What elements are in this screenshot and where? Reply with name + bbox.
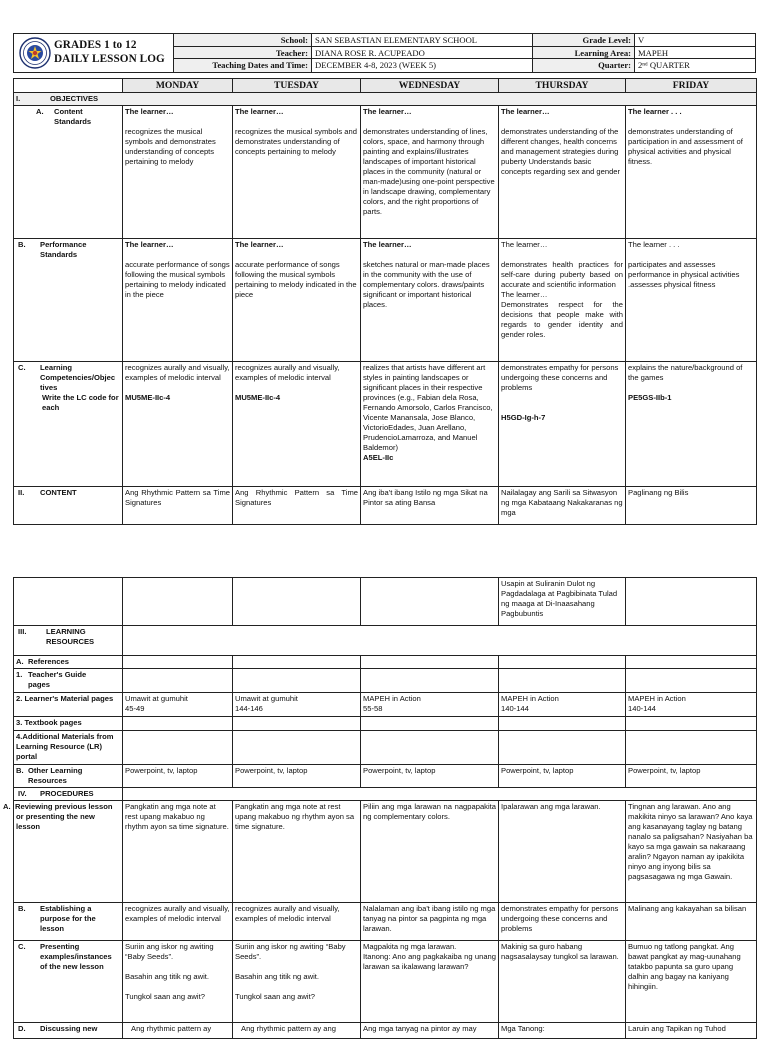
header-row-dates <box>174 59 755 72</box>
purpose-tuesday: recognizes aurally and visually, examples of melodic interval <box>233 903 361 941</box>
reviewing-friday: Tingnan ang larawan. Ano ang makikita ninyo sa larawan? Ano kaya ang kasanayang taglay ng batang nanalo sa paligsahan? Nasiyahan ba kayo sa mga gawain sa nakaraang aralin? Ngayon naman ay ipakikita ninyo ang inyong bilis sa pagsasagawa ng mga Gawain. <box>626 801 757 903</box>
content-thursday: Nailalagay ang Sarili sa Sitwasyon ng mga Kabataang Nakakaranas ng mga <box>499 487 626 525</box>
content-friday: Paglinang ng Bilis <box>626 487 757 525</box>
purpose-thursday: demonstrates empathy for persons undergoing these concerns and problems <box>499 903 626 941</box>
discussing-label: D. Discussing new <box>14 1023 123 1039</box>
purpose-monday: recognizes aurally and visually, examples of melodic interval <box>123 903 233 941</box>
dates-label: Teaching Dates and Time: <box>174 59 312 72</box>
textbook-row <box>14 717 757 731</box>
learners-material-label: 2. Learner's Material pages <box>14 693 123 717</box>
content-standards-row <box>14 106 757 239</box>
lesson-table-page-1 <box>13 78 757 525</box>
content-tuesday: Ang Rhythmic Pattern sa Time Signatures <box>233 487 361 525</box>
learning-resources-row <box>14 626 757 656</box>
header-row-teacher <box>174 47 755 60</box>
reviewing-thursday: Ipalarawan ang mga larawan. <box>499 801 626 903</box>
purpose-label: B. Establishing a purpose for the lesson <box>14 903 123 941</box>
competencies-tuesday: recognizes aurally and visually, examples of melodic interval MU5ME-IIc-4 <box>233 362 361 487</box>
teacher-value: DIANA ROSE R. ACUPEADO <box>312 47 533 59</box>
purpose-row <box>14 903 757 941</box>
presenting-monday: Suriin ang iskor ng awiting “Baby Seeds”. Basahin ang titik ng awit. Tungkol saan ang awit? <box>123 941 233 1023</box>
discussing-monday: Ang rhythmic pattern ay <box>123 1023 233 1039</box>
presenting-row <box>14 941 757 1023</box>
performance-standards-friday: The learner . . . participates and assesses performance in physical activities .assesses physical fitness <box>626 239 757 362</box>
area-value: MAPEH <box>635 47 755 59</box>
deped-seal-icon <box>19 37 51 69</box>
learning-competencies-label: C. Learning Competencies/Objec tives Write the LC code for each <box>14 362 123 487</box>
header-block <box>13 33 756 73</box>
performance-standards-row <box>14 239 757 362</box>
performance-standards-thursday: The learner… demonstrates health practices for self-care during puberty based on accurate and scientific information The learner… Demonstrates respect for the decisions that people make with regards to gender identity and gender roles. <box>499 239 626 362</box>
performance-standards-label: B. Performance Standards <box>14 239 123 362</box>
content-standards-thursday: The learner… demonstrates understanding of the different changes, health concerns and management strategies during puberty Understands basic concepts regarding sex and gender <box>499 106 626 239</box>
content-continuation-row <box>14 578 757 626</box>
reviewing-tuesday: Pangkatin ang mga note at rest upang makabuo ng rhythm ayon sa time signature. <box>233 801 361 903</box>
other-tuesday: Powerpoint, tv, laptop <box>233 765 361 788</box>
presenting-thursday: Makinig sa guro habang nagsasalaysay tungkol sa larawan. <box>499 941 626 1023</box>
objectives-section-row <box>14 93 757 106</box>
content-monday: Ang Rhythmic Pattern sa Time Signatures <box>123 487 233 525</box>
content-row <box>14 487 757 525</box>
quarter-value: 2ⁿᵈ QUARTER <box>635 59 755 72</box>
other-resources-row <box>14 765 757 788</box>
additional-materials-label: 4.Additional Materials from Learning Resource (LR) portal <box>14 731 123 765</box>
quarter-label: Quarter: <box>533 59 635 72</box>
reviewing-label: A. Reviewing previous lesson or presenting the new lesson <box>14 801 123 903</box>
content-wednesday: Ang iba't ibang Istilo ng mga Sikat na Pintor sa ating Bansa <box>361 487 499 525</box>
reviewing-row <box>14 801 757 903</box>
grade-value: V <box>635 34 755 46</box>
competencies-monday: recognizes aurally and visually, examples of melodic interval MU5ME-IIc-4 <box>123 362 233 487</box>
title-line-2: DAILY LESSON LOG <box>54 52 165 65</box>
day-friday: FRIDAY <box>626 79 757 93</box>
procedures-section-row <box>14 788 757 801</box>
dates-value: DECEMBER 4-8, 2023 (WEEK 5) <box>312 59 533 72</box>
discussing-tuesday: Ang rhythmic pattern ay ang <box>233 1023 361 1039</box>
header-info-grid <box>174 34 755 72</box>
performance-standards-wednesday: The learner… sketches natural or man-made places in the community with the use of complementary colors. draws/paints significant or important historical places. <box>361 239 499 362</box>
lm-friday: MAPEH in Action 140-144 <box>626 693 757 717</box>
learners-material-row <box>14 693 757 717</box>
day-wednesday: WEDNESDAY <box>361 79 499 93</box>
teachers-guide-label: 1. Teacher's Guide pages <box>14 669 123 693</box>
reviewing-wednesday: Piliin ang mga larawan na nagpapakita ng complementary colors. <box>361 801 499 903</box>
content-standards-friday: The learner . . . demonstrates understanding of participation in and assessment of physical activities and physical fitness. <box>626 106 757 239</box>
school-label: School: <box>174 34 312 46</box>
reviewing-monday: Pangkatin ang mga note at rest upang makabuo ng rhythm ayon sa time signature. <box>123 801 233 903</box>
day-monday: MONDAY <box>123 79 233 93</box>
day-header-row <box>14 79 757 93</box>
purpose-wednesday: Nalalaman ang iba't ibang istilo ng mga tanyag na pintor sa pagpinta ng mga larawan. <box>361 903 499 941</box>
header-title <box>54 39 165 66</box>
content-standards-label: A. Content Standards <box>14 106 123 239</box>
purpose-friday: Malinang ang kakayahan sa bilisan <box>626 903 757 941</box>
presenting-tuesday: Suriin ang iskor ng awiting “Baby Seeds”. Basahin ang titik ng awit. Tungkol saan ang awit? <box>233 941 361 1023</box>
competencies-thursday: demonstrates empathy for persons undergoing these concerns and problems H5GD-Ig-h-7 <box>499 362 626 487</box>
presenting-wednesday: Magpakita ng mga larawan. Itanong: Ano ang pagkakaiba ng unang larawan sa ikalawang larawan? <box>361 941 499 1023</box>
discussing-row <box>14 1023 757 1039</box>
objectives-heading: I. OBJECTIVES <box>14 93 757 106</box>
references-label: A. References <box>14 656 123 669</box>
presenting-label: C. Presenting examples/instances of the new lesson <box>14 941 123 1023</box>
content-standards-monday: The learner… recognizes the musical symbols and demonstrates understanding of concepts pertaining to melody <box>123 106 233 239</box>
content-thursday-continued: Usapin at Suliranin Dulot ng Pagdadalaga at Pagbibinata Tulad ng maaga at Di-Inaasahang Pagbubuntis <box>499 578 626 626</box>
grade-label: Grade Level: <box>533 34 635 46</box>
teachers-guide-row <box>14 669 757 693</box>
textbook-label: 3. Textbook pages <box>14 717 123 731</box>
other-wednesday: Powerpoint, tv, laptop <box>361 765 499 788</box>
lm-thursday: MAPEH in Action 140-144 <box>499 693 626 717</box>
additional-materials-row <box>14 731 757 765</box>
content-standards-wednesday: The learner… demonstrates understanding of lines, colors, space, and harmony through painting and explains/illustrates landscapes of important historical places in the community (natural or man-made)using one-point perspective in landscape drawing, complementary colors, and the right proportions of parts. <box>361 106 499 239</box>
school-value: SAN SEBASTIAN ELEMENTARY SCHOOL <box>312 34 533 46</box>
references-row <box>14 656 757 669</box>
learning-resources-label: III. LEARNING RESOURCES <box>14 626 123 656</box>
competencies-friday: explains the nature/background of the games PE5GS-IIb-1 <box>626 362 757 487</box>
discussing-wednesday: Ang mga tanyag na pintor ay may <box>361 1023 499 1039</box>
header-row-school <box>174 34 755 47</box>
lesson-table-page-2 <box>3 577 757 1039</box>
other-monday: Powerpoint, tv, laptop <box>123 765 233 788</box>
day-thursday: THURSDAY <box>499 79 626 93</box>
learning-competencies-row <box>14 362 757 487</box>
other-thursday: Powerpoint, tv, laptop <box>499 765 626 788</box>
lm-tuesday: Umawit at gumuhit 144-146 <box>233 693 361 717</box>
discussing-thursday: Mga Tanong: <box>499 1023 626 1039</box>
other-friday: Powerpoint, tv, laptop <box>626 765 757 788</box>
title-line-1: GRADES 1 to 12 <box>54 39 137 51</box>
header-logo-area <box>14 34 174 72</box>
content-standards-tuesday: The learner… recognizes the musical symbols and demonstrates understanding of concepts pertaining to melody <box>233 106 361 239</box>
teacher-label: Teacher: <box>174 47 312 59</box>
performance-standards-monday: The learner… accurate performance of songs following the musical symbols pertaining to melody indicated in the piece <box>123 239 233 362</box>
lm-wednesday: MAPEH in Action 55-58 <box>361 693 499 717</box>
procedures-label: IV. PROCEDURES <box>14 788 123 801</box>
discussing-friday: Laruin ang Tapikan ng Tuhod <box>626 1023 757 1039</box>
lm-monday: Umawit at gumuhit 45-49 <box>123 693 233 717</box>
presenting-friday: Bumuo ng tatlong pangkat. Ang bawat pangkat ay mag-uunahang tatakbo papunta sa guro upang dalhin ang bagay na kaniyang hihingiin. <box>626 941 757 1023</box>
day-tuesday: TUESDAY <box>233 79 361 93</box>
area-label: Learning Area: <box>533 47 635 59</box>
blank-corner-cell <box>14 79 123 93</box>
content-label: II. CONTENT <box>14 487 123 525</box>
competencies-wednesday: realizes that artists have different art styles in painting landscapes or significant places in their respective provinces (e.g., Fabian dela Rosa, Fernando Amorsolo, Carlos Francisco, Vicente Manansala, Jose Blanco, VictorioEdades, Juan Arellano, PrudencioLamarroza, and Manuel Baldemor) A5EL-IIc <box>361 362 499 487</box>
other-resources-label: B. Other Learning Resources <box>14 765 123 788</box>
performance-standards-tuesday: The learner… accurate performance of songs following the musical symbols pertaining to melody indicated in the piece <box>233 239 361 362</box>
